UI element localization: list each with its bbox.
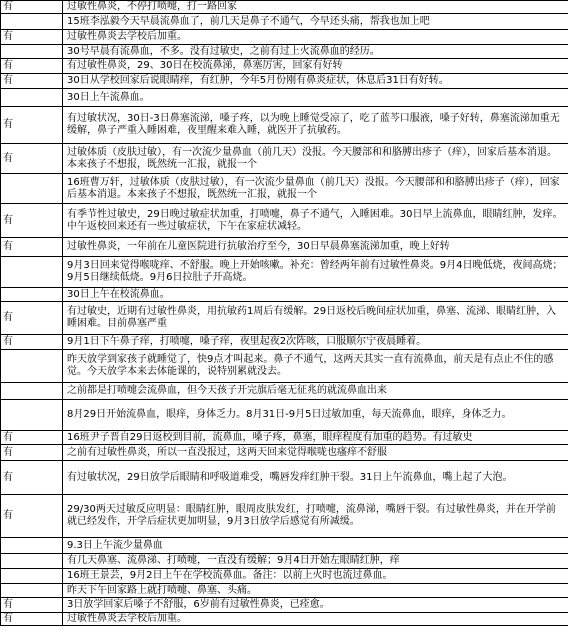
- allergy-history-cell: 有: [1, 107, 63, 144]
- table-row: [1, 144, 568, 174]
- allergy-history-cell: [1, 89, 63, 107]
- allergy-history-cell: 有: [1, 461, 63, 495]
- symptom-description-cell: 9月3日回来觉得喉咙痒、不舒服。晚上开始咳嗽。补充：曾经两年前有过敏性鼻炎。9月4日晚低烧，夜间高烧；9月5日继续低烧。9月6日拉肚子开高烧。: [63, 257, 568, 288]
- allergy-history-cell: 有: [1, 1, 63, 14]
- allergy-history-cell: [1, 538, 63, 554]
- symptom-description-cell: 之前有过敏性鼻炎，所以一直没报过，这两天回来觉得喉咙也瘙痒不舒服: [63, 445, 568, 461]
- table-row: [1, 59, 568, 74]
- allergy-history-cell: 有: [1, 59, 63, 74]
- symptom-description-cell: 有几天鼻塞、流鼻涕、打喷嚏，一直没有缓解；9月4日开始左眼睛红肿，痒: [63, 554, 568, 569]
- table-row: [1, 400, 568, 431]
- symptom-description-cell: 9月1日下午鼻子痒，打喷嚏，嗓子痒，夜里起夜2次阵咳，口服顺尔宁夜晨睡着。: [63, 335, 568, 350]
- allergy-history-cell: [1, 350, 63, 383]
- table-row: [1, 350, 568, 383]
- table-row: [1, 45, 568, 59]
- table-row: [1, 238, 568, 257]
- symptom-description-cell: 8月29日开始流鼻血，眼痒，身体乏力。8月31日-9月5日过敏加重，每天流鼻血，眼痒，身体乏力。: [63, 400, 568, 431]
- table-row: [1, 538, 568, 554]
- allergy-history-cell: 有: [1, 74, 63, 89]
- allergy-history-cell: 有: [1, 445, 63, 461]
- allergy-history-cell: 有: [1, 302, 63, 335]
- table-row: [1, 1, 568, 14]
- allergy-history-cell: 有: [1, 204, 63, 238]
- table-row: [1, 174, 568, 204]
- table-row: [1, 554, 568, 569]
- allergy-history-cell: [1, 14, 63, 30]
- symptom-description-cell: 过敏性鼻炎去学校后加重。: [63, 30, 568, 45]
- symptom-description-cell: 有季节性过敏史，29日晚过敏症状加重，打喷嚏，鼻子不通气，入睡困难。30日早上流鼻血，眼睛红肿，发痒。中午返校回来还有一些过敏症状，下午在家症状减轻。: [63, 204, 568, 238]
- symptom-description-cell: 3日放学回家后嗓子不舒服，6岁前有过敏性鼻炎，已痊愈。: [63, 598, 568, 613]
- table-row: [1, 14, 568, 30]
- table-row: [1, 613, 568, 626]
- table-row: [1, 204, 568, 238]
- symptom-description-cell: 30号早晨有流鼻血，不多。没有过敏史，之前有过上火流鼻血的经历。: [63, 45, 568, 59]
- table-row: [1, 461, 568, 495]
- allergy-history-cell: [1, 400, 63, 431]
- allergy-history-cell: [1, 569, 63, 584]
- symptom-description-cell: 16班尹子晋自29日返校到目前，流鼻血，嗓子疼，鼻塞，眼痒程度有加重的趋势。有过敏史: [63, 431, 568, 445]
- symptom-description-cell: 有过敏史，近期有过敏性鼻炎，用抗敏药1周后有缓解。29日返校后晚间症状加重，鼻塞、流涕、眼睛红肿，入睡困难。目前鼻塞严重: [63, 302, 568, 335]
- allergy-history-cell: [1, 257, 63, 288]
- table-row: [1, 89, 568, 107]
- allergy-history-cell: [1, 383, 63, 400]
- allergy-history-cell: 有: [1, 238, 63, 257]
- symptom-description-cell: 16班王景芸，9月2日上午在学校流鼻血。备注：以前上火时也流过鼻血。: [63, 569, 568, 584]
- symptom-description-cell: 昨天放学到家孩子就睡觉了，快9点才叫起来。鼻子不通气，这两天其实一直有流鼻血，前天是有点止不住的感觉。今天放学本来去体能课的，说特别累就没去。: [63, 350, 568, 383]
- table-row: [1, 383, 568, 400]
- allergy-history-cell: [1, 584, 63, 598]
- symptom-description-cell: 30日上午流鼻血。: [63, 89, 568, 107]
- allergy-history-cell: [1, 554, 63, 569]
- table-row: [1, 288, 568, 302]
- symptom-description-cell: 过敏体质（皮肤过敏），有一次流少量鼻血（前几天）没报。今天腰部和和胳膊出疹子（痒），回家后基本消退。本来孩子不想报，既然统一汇报，就报一个: [63, 144, 568, 174]
- table-row: [1, 107, 568, 144]
- symptom-description-cell: 29/30两天过敏反应明显：眼睛红肿，眼周皮肤发红，打喷嚏，流鼻涕，嘴唇干裂。有过敏性鼻炎，并在开学前就已经发作，开学后症状更加明显，9月3日放学后感觉有所减缓。: [63, 495, 568, 538]
- allergy-history-cell: 有: [1, 431, 63, 445]
- symptom-description-cell: 有过敏状况，29日放学后眼睛和呼吸道难受，嘴唇发痒红肿干裂。31日上午流鼻血，嘴上起了大泡。: [63, 461, 568, 495]
- symptom-description-cell: 之前都是打喷嚏会流鼻血，但今天孩子开完旗后毫无征兆的就流鼻血出来: [63, 383, 568, 400]
- table-row: [1, 335, 568, 350]
- table-row: [1, 598, 568, 613]
- symptom-description-cell: 30日从学校回家后说眼睛痒，有红肿，今年5月份刚有鼻炎症状，休息后31日有好转。: [63, 74, 568, 89]
- symptom-description-cell: 过敏性鼻炎，不停打喷嚏，打一路回家: [63, 1, 568, 14]
- table-row: [1, 74, 568, 89]
- symptom-description-cell: 有过敏状况，30日-3日鼻塞流涕，嗓子疼，以为晚上睡觉受凉了，吃了蓝芩口服液，嗓子好转，鼻塞流涕加重无缓解，鼻子严重入睡困难，夜里醒来难入睡，就医开了抗敏药。: [63, 107, 568, 144]
- table-row: [1, 30, 568, 45]
- table-row: [1, 302, 568, 335]
- allergy-history-cell: 有: [1, 144, 63, 174]
- symptom-description-cell: 16班曹万轩，过敏体质（皮肤过敏），有一次流少量鼻血（前几天）没报。今天腰部和和胳膊出疹子（痒），回家后基本消退。本来孩子不想报，既然统一汇报，就报一个: [63, 174, 568, 204]
- symptom-description-cell: 30日上午在校流鼻血。: [63, 288, 568, 302]
- allergy-history-cell: 有: [1, 335, 63, 350]
- table-row: [1, 569, 568, 584]
- allergy-history-cell: [1, 174, 63, 204]
- allergy-history-cell: 有: [1, 30, 63, 45]
- symptom-description-cell: 昨天下午回家路上就打喷嚏、鼻塞、头痛。: [63, 584, 568, 598]
- symptom-description-cell: 过敏性鼻炎，一年前在儿童医院进行抗敏治疗至今，30日早晨鼻塞流涕加重，晚上好转: [63, 238, 568, 257]
- table-row: [1, 431, 568, 445]
- allergy-history-cell: [1, 45, 63, 59]
- table-row: [1, 584, 568, 598]
- table-row: [1, 445, 568, 461]
- table-row: [1, 495, 568, 538]
- allergy-history-cell: [1, 288, 63, 302]
- allergy-history-cell: 有: [1, 495, 63, 538]
- allergy-history-cell: 有: [1, 613, 63, 626]
- allergy-history-cell: 有: [1, 598, 63, 613]
- symptom-description-cell: 15班李泓毅今天早晨流鼻血了，前几天是鼻子不通气，今早还头痛，帮我也加上吧: [63, 14, 568, 30]
- symptom-description-cell: 过敏性鼻炎去学校后加重。: [63, 613, 568, 626]
- report-table-body: [1, 1, 568, 626]
- symptom-description-cell: 9.3日上午流少量鼻血: [63, 538, 568, 554]
- symptom-description-cell: 有过敏性鼻炎，29、30日在校流鼻涕，鼻塞厉害，回家有好转: [63, 59, 568, 74]
- table-row: [1, 257, 568, 288]
